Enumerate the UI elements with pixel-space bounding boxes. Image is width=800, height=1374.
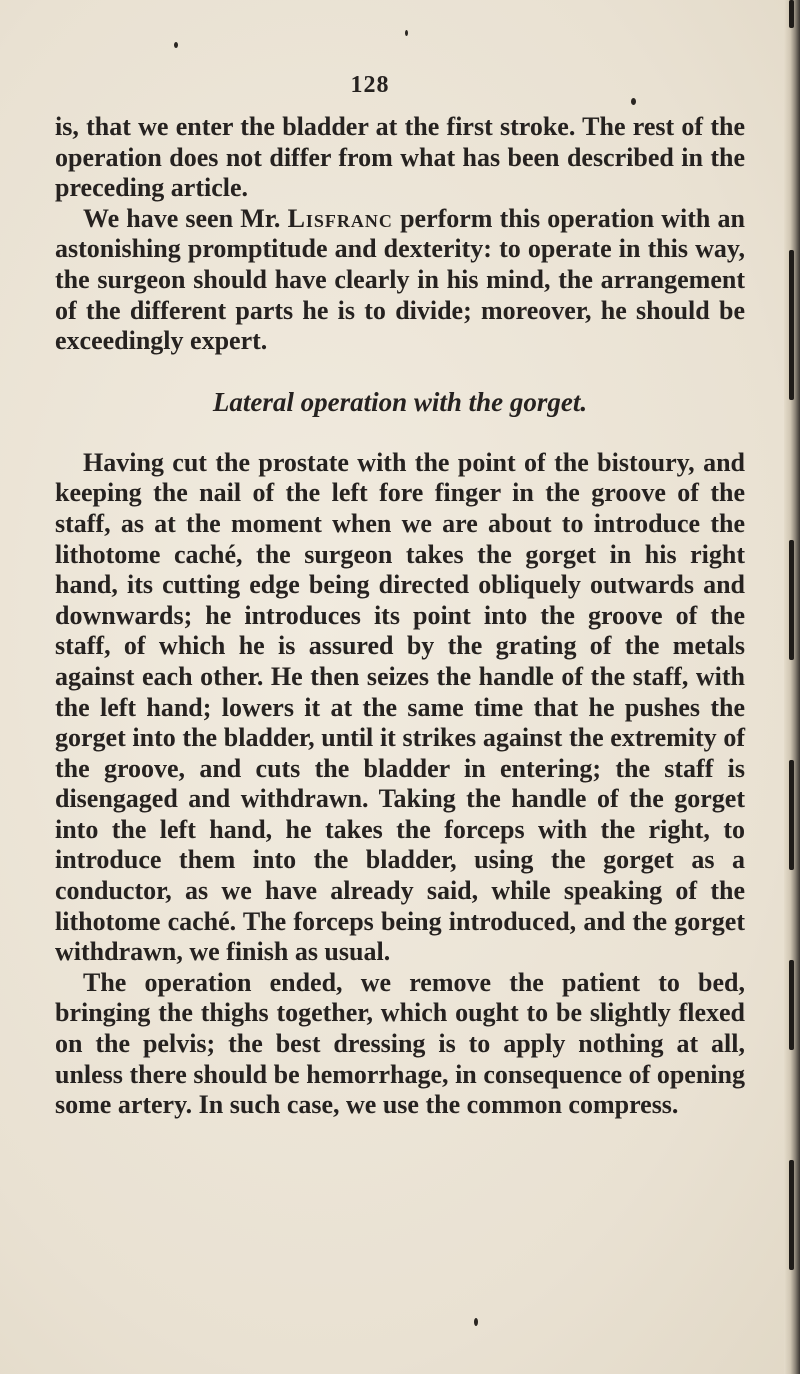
ink-speck (474, 1318, 478, 1326)
edge-mark (789, 960, 794, 1050)
ink-speck (174, 42, 178, 48)
paragraph-gorget-procedure: Having cut the prostate with the point of the bistoury, and keeping the nail of the left fore finger in the groove of the staff, as at the moment when we are about to introduce the lithotome caché, the surgeon takes the gorget in his right hand, its cutting edge being directed obliquely outwards and downwards; he introduces its point into the groove of the staff, of which he is assured by the grating of the metals against each other. He then seizes the handle of the staff, with the left hand; lowers it at the same time that he pushes the gorget into the bladder, until it strikes against the extremity of the groove, and cuts the bladder in entering; the staff is disengaged and withdrawn. Taking the handle of the gorget into the left hand, he takes the forceps with the right, to introduce them into the bladder, using the gorget as a conductor, as we have already said, while speaking of the lithotome caché. The forceps being introduced, and the gorget withdrawn, we finish as usual. (55, 447, 745, 967)
edge-mark (789, 0, 794, 28)
ink-speck (631, 98, 636, 105)
page-edge-shadow (784, 0, 800, 1374)
surgeon-name: Lisfranc (287, 203, 393, 233)
paragraph-rest: perform this operation with an astonishing promptitude and dexterity: to operate in this way, the surgeon should have clearly in his mind, the arrangement of the different parts he is to divide; moreover, he should be exceedingly expert. (55, 203, 745, 356)
paragraph-continuation: is, that we enter the bladder at the first stroke. The rest of the operation does not differ from what has been described in the preceding article. (55, 112, 745, 203)
body-text (55, 112, 745, 1121)
page-number: 128 (350, 72, 390, 98)
ink-speck (405, 30, 408, 36)
paragraph-lisfranc (55, 204, 745, 357)
paragraph-aftercare: The operation ended, we remove the patient to bed, bringing the thighs together, which ought to be slightly flexed on the pelvis; the best dressing is to apply nothing at all, unless there should be hemorrhage, in consequence of opening some artery. In such case, we use the common compress. (55, 967, 745, 1120)
edge-mark (789, 250, 794, 400)
edge-mark (789, 760, 794, 870)
edge-mark (789, 540, 794, 660)
edge-mark (789, 1160, 794, 1270)
section-heading: Lateral operation with the gorget. (212, 386, 588, 417)
paragraph-lead: We have seen Mr. (83, 203, 288, 233)
